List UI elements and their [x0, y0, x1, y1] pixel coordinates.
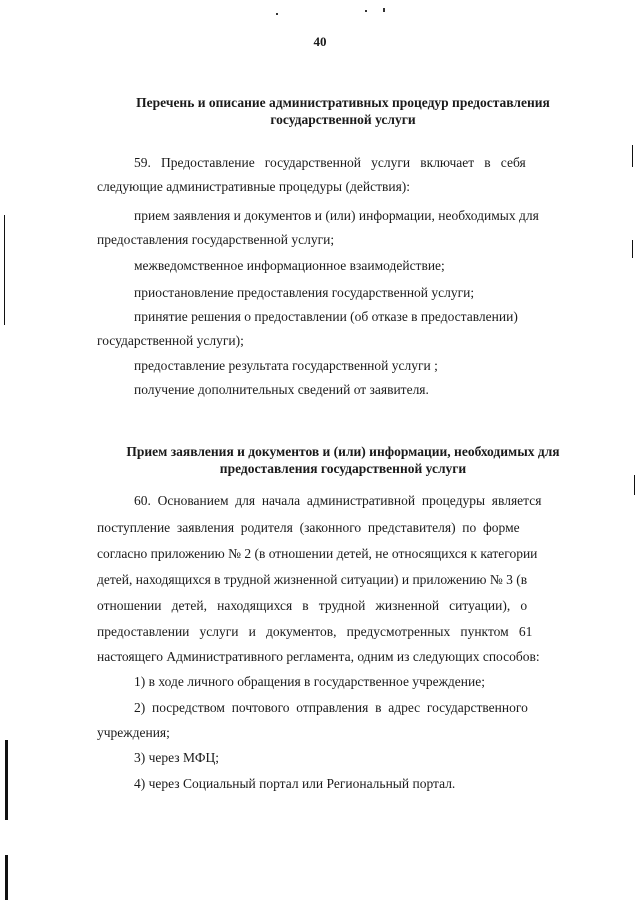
- list-item: учреждения;: [97, 725, 170, 740]
- heading-line: государственной услуги: [270, 112, 416, 127]
- section-heading-application: [98, 443, 588, 477]
- section-heading-procedures: [98, 94, 588, 128]
- paragraph-60-line: предоставлении услуги и документов, предусмотренных пунктом 61: [97, 624, 533, 639]
- list-item: 2) посредством почтового отправления в адрес государственного: [134, 700, 528, 715]
- paragraph-60-line: настоящего Административного регламента, одним из следующих способов:: [97, 649, 540, 664]
- scan-edge-line: [4, 215, 5, 325]
- list-item: предоставления государственной услуги;: [97, 232, 335, 247]
- heading-line: предоставления государственной услуги: [219, 461, 467, 476]
- list-item: предоставление результата государственной услуги ;: [134, 358, 438, 373]
- paragraph-59-line: 59. Предоставление государственной услуги включает в себя: [134, 155, 526, 170]
- scan-edge-line: [632, 240, 633, 258]
- paragraph-60-line: отношении детей, находящихся в трудной жизненной ситуации), о: [97, 598, 528, 613]
- list-item: принятие решения о предоставлении (об отказе в предоставлении): [134, 309, 518, 324]
- list-item: 1) в ходе личного обращения в государственное учреждение;: [134, 674, 485, 689]
- paragraph-60-line: детей, находящихся в трудной жизненной ситуации) и приложению № 3 (в: [97, 572, 528, 587]
- scan-speck: [365, 10, 367, 12]
- heading-line: Прием заявления и документов и (или) информации, необходимых для: [126, 444, 560, 459]
- scan-edge-line: [634, 475, 635, 495]
- list-item: межведомственное информационное взаимодействие;: [134, 258, 445, 273]
- list-item: получение дополнительных сведений от заявителя.: [134, 382, 429, 397]
- paragraph-60-line: согласно приложению № 2 (в отношении детей, не относящихся к категории: [97, 546, 538, 561]
- scan-edge-line: [632, 145, 633, 167]
- list-item: 4) через Социальный портал или Региональный портал.: [134, 776, 456, 791]
- scan-speck: [276, 13, 278, 15]
- heading-line: Перечень и описание административных процедур предоставления: [136, 95, 550, 110]
- scan-edge-line: [5, 855, 8, 900]
- paragraph-59-line: следующие административные процедуры (действия):: [97, 179, 411, 194]
- scan-speck: [383, 8, 385, 12]
- scan-edge-line: [5, 740, 8, 820]
- paragraph-60-line: 60. Основанием для начала административной процедуры является: [134, 493, 542, 508]
- list-item: 3) через МФЦ;: [134, 750, 220, 765]
- list-item: государственной услуги);: [97, 333, 244, 348]
- list-item: приостановление предоставления государственной услуги;: [134, 285, 475, 300]
- page-number: 40: [313, 34, 327, 49]
- list-item: прием заявления и документов и (или) информации, необходимых для: [134, 208, 539, 223]
- paragraph-60-line: поступление заявления родителя (законного представителя) по форме: [97, 520, 520, 535]
